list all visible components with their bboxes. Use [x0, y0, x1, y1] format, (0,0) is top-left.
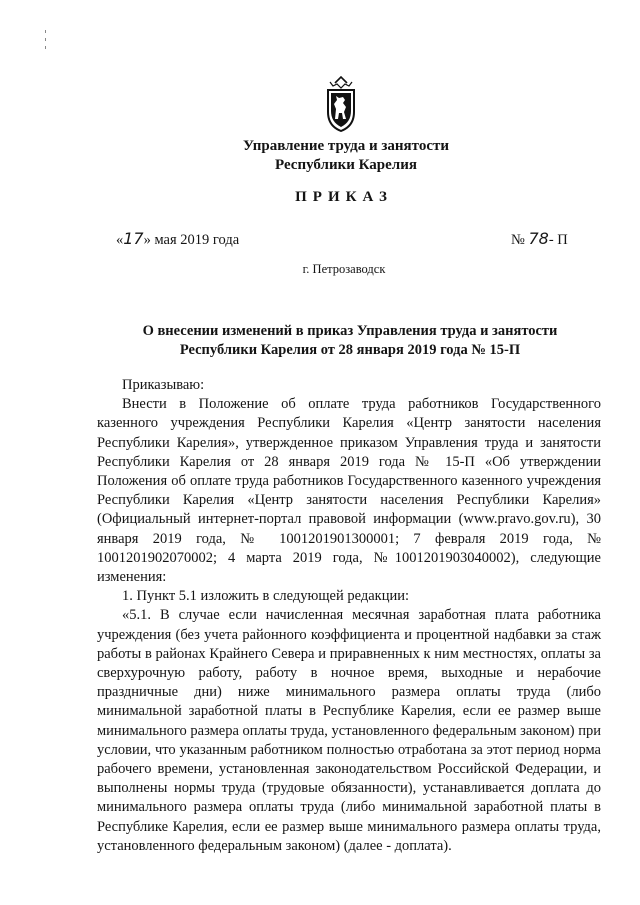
subject-line2: Республики Карелия от 28 января 2019 года № 15-П: [179, 342, 521, 358]
date-rest: » мая 2019 года: [143, 232, 240, 248]
organization-name-line1: Управление труда и занятости: [242, 138, 450, 154]
paragraph-clause-5-1: «5.1. В случае если начисленная месячная заработная плата работника учреждения (без учета районного коэффициента и процентной надбавки за стаж работы в районах Крайнего Севера и приравненных к ним местностях, оплаты за сверхурочную работу, работу в ночное время, выходные и нерабочие праздничные дни) ниже минимального размера оплаты труда (либо минимальной заработной платы в Республике Карелия, если ее размер выше минимального размера оплаты труда, установленного федеральным законом) при условии, что указанным работником полностью отработана за этот период норма рабочего времени, установленная законодательством Российской Федерации, и выполнены нормы труда (трудовые обязанности), устанавливается доплата до минимального размера оплаты труда (либо минимальной заработной платы в Республике Карелия, если ее размер выше минимального размера оплаты труда, установленного федеральным законом) (далее - доплата).: [97, 607, 602, 854]
number-suffix: - П: [548, 232, 568, 248]
subject-line1: О внесении изменений в приказ Управления труда и занятости: [142, 323, 558, 339]
order-date: [116, 229, 239, 249]
number-handwritten: 78: [528, 229, 549, 248]
order-directive: Приказываю:: [122, 377, 205, 393]
city: г. Петрозаводск: [302, 262, 386, 276]
paragraph-amendment-intro: Внести в Положение об оплате труда работников Государственного казенного учреждения Республики Карелия «Центр занятости населения Республики Карелия», утвержденное приказом Управления труда и занятости Республики Карелия от 28 января 2019 года № 15-П «Об утверждении Положения об оплате труда работников Государственного казенного учреждения Республики Карелия «Центр занятости населения Республики Карелия» (Официальный интернет-портал правовой информации (www.pravo.gov.ru), 30 января 2019 года, № 1001201901300001; 7 февраля 2019 года, № 1001201902070002; 4 марта 2019 года, №1001201903040002), следующие изменения:: [97, 396, 601, 586]
order-subject: [100, 322, 600, 360]
paragraph-item-1: 1. Пункт 5.1 изложить в следующей редакции:: [122, 588, 410, 605]
karelia-coat-of-arms-icon: [324, 76, 358, 132]
order-body: [97, 376, 601, 856]
organization-name-line2: Республики Карелия: [275, 157, 417, 173]
number-prefix: №: [511, 232, 525, 248]
date-open-quote: «: [116, 232, 124, 248]
document-type-title: ПРИКАЗ: [295, 189, 393, 205]
date-day-handwritten: 17: [123, 229, 144, 248]
order-number: [511, 229, 568, 249]
scan-artifact: [45, 30, 48, 60]
